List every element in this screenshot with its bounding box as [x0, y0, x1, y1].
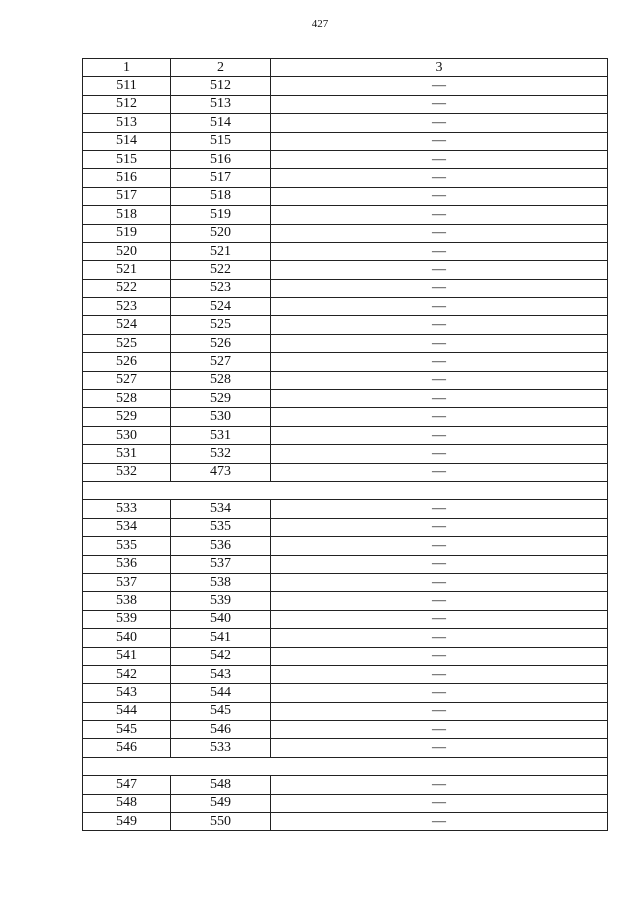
table-cell: —: [271, 739, 608, 757]
table-cell: 527: [171, 353, 271, 371]
table-cell: 534: [171, 500, 271, 518]
table-cell: 529: [83, 408, 171, 426]
table-cell: 512: [83, 95, 171, 113]
table-cell: 511: [83, 77, 171, 95]
table-row: [83, 776, 608, 794]
separator-cell: [83, 757, 608, 775]
table-row: [83, 813, 608, 831]
table-cell: —: [271, 298, 608, 316]
table-row: [83, 721, 608, 739]
table-row: [83, 573, 608, 591]
table-row: [83, 298, 608, 316]
table-row: [83, 169, 608, 187]
table-cell: 525: [83, 334, 171, 352]
table-cell: 513: [83, 114, 171, 132]
table-cell: —: [271, 537, 608, 555]
table-cell: 473: [171, 463, 271, 481]
table-cell: 534: [83, 518, 171, 536]
table-cell: —: [271, 776, 608, 794]
table-cell: —: [271, 426, 608, 444]
table-cell: —: [271, 684, 608, 702]
table-row: [83, 794, 608, 812]
separator-cell: [83, 481, 608, 499]
table-cell: 528: [83, 390, 171, 408]
table-cell: 542: [83, 665, 171, 683]
table-cell: 521: [83, 261, 171, 279]
table-cell: 533: [83, 500, 171, 518]
table-cell: —: [271, 555, 608, 573]
table-row: [83, 684, 608, 702]
table-cell: 540: [83, 629, 171, 647]
table-cell: 533: [171, 739, 271, 757]
table-cell: —: [271, 463, 608, 481]
table-cell: —: [271, 353, 608, 371]
table-cell: 523: [171, 279, 271, 297]
table-cell: —: [271, 573, 608, 591]
table-cell: —: [271, 665, 608, 683]
table-row: [83, 702, 608, 720]
table-cell: 518: [83, 206, 171, 224]
table-cell: 536: [171, 537, 271, 555]
page-number: 427: [311, 18, 329, 30]
table-cell: 538: [171, 573, 271, 591]
table-cell: 529: [171, 390, 271, 408]
table-row: [83, 353, 608, 371]
table-cell: 548: [171, 776, 271, 794]
table-cell: 515: [171, 132, 271, 150]
table-cell: —: [271, 150, 608, 168]
table-cell: 527: [83, 371, 171, 389]
table-cell: 520: [171, 224, 271, 242]
table-cell: —: [271, 261, 608, 279]
table-cell: 543: [83, 684, 171, 702]
table-cell: 539: [83, 610, 171, 628]
table-row: [83, 629, 608, 647]
table-row: [83, 132, 608, 150]
table-row: [83, 665, 608, 683]
table-row: [83, 279, 608, 297]
table-cell: 546: [171, 721, 271, 739]
table-row: [83, 500, 608, 518]
table-row: [83, 224, 608, 242]
table-cell: 523: [83, 298, 171, 316]
table-cell: 524: [83, 316, 171, 334]
table-cell: —: [271, 500, 608, 518]
table-cell: 516: [83, 169, 171, 187]
table-cell: 513: [171, 95, 271, 113]
table-cell: 544: [171, 684, 271, 702]
table-cell: 517: [171, 169, 271, 187]
table-row: [83, 426, 608, 444]
table-row: [83, 316, 608, 334]
table-row: [83, 463, 608, 481]
table-cell: —: [271, 702, 608, 720]
separator-row: [83, 481, 608, 499]
table-cell: 538: [83, 592, 171, 610]
column-header: 1: [83, 59, 171, 77]
table-row: [83, 739, 608, 757]
table-cell: 514: [83, 132, 171, 150]
table-row: [83, 647, 608, 665]
table-row: [83, 334, 608, 352]
table-cell: 531: [83, 445, 171, 463]
table-cell: 545: [171, 702, 271, 720]
table-cell: —: [271, 371, 608, 389]
table-cell: 518: [171, 187, 271, 205]
table-cell: 542: [171, 647, 271, 665]
table-cell: 517: [83, 187, 171, 205]
table-cell: 520: [83, 242, 171, 260]
table-cell: 526: [171, 334, 271, 352]
table-cell: 544: [83, 702, 171, 720]
table-cell: 530: [171, 408, 271, 426]
table-cell: —: [271, 206, 608, 224]
table-cell: 547: [83, 776, 171, 794]
separator-row: [83, 757, 608, 775]
table-row: [83, 77, 608, 95]
table-cell: 516: [171, 150, 271, 168]
table-cell: —: [271, 445, 608, 463]
table-cell: —: [271, 592, 608, 610]
table-cell: —: [271, 794, 608, 812]
table-cell: —: [271, 647, 608, 665]
table-cell: —: [271, 408, 608, 426]
table-row: [83, 187, 608, 205]
table-row: [83, 371, 608, 389]
table-cell: 548: [83, 794, 171, 812]
table-cell: 535: [171, 518, 271, 536]
table-cell: —: [271, 316, 608, 334]
table-row: [83, 95, 608, 113]
table-row: [83, 555, 608, 573]
table-cell: —: [271, 224, 608, 242]
data-table: [82, 58, 608, 831]
table-row: [83, 537, 608, 555]
table-cell: 528: [171, 371, 271, 389]
table-cell: —: [271, 813, 608, 831]
table-row: [83, 242, 608, 260]
column-header: 3: [271, 59, 608, 77]
table-cell: —: [271, 629, 608, 647]
table-cell: 515: [83, 150, 171, 168]
table-cell: 532: [83, 463, 171, 481]
table-cell: 532: [171, 445, 271, 463]
table-row: [83, 114, 608, 132]
table-cell: 543: [171, 665, 271, 683]
table-cell: —: [271, 187, 608, 205]
table-cell: 545: [83, 721, 171, 739]
table-row: [83, 408, 608, 426]
table-row: [83, 445, 608, 463]
table-cell: 521: [171, 242, 271, 260]
table-cell: 519: [83, 224, 171, 242]
table-cell: —: [271, 610, 608, 628]
table-cell: 536: [83, 555, 171, 573]
table-row: [83, 206, 608, 224]
table-cell: 522: [83, 279, 171, 297]
table-cell: 546: [83, 739, 171, 757]
table-header-row: [83, 59, 608, 77]
table-cell: —: [271, 518, 608, 536]
table-cell: 512: [171, 77, 271, 95]
table-row: [83, 150, 608, 168]
table-cell: 514: [171, 114, 271, 132]
table-cell: 530: [83, 426, 171, 444]
table-cell: 524: [171, 298, 271, 316]
table-row: [83, 518, 608, 536]
table-row: [83, 390, 608, 408]
table-row: [83, 610, 608, 628]
table-row: [83, 592, 608, 610]
table-body: [83, 77, 608, 831]
table-cell: —: [271, 334, 608, 352]
table-cell: 539: [171, 592, 271, 610]
table-cell: 535: [83, 537, 171, 555]
table-cell: —: [271, 279, 608, 297]
table-cell: —: [271, 390, 608, 408]
table-cell: 519: [171, 206, 271, 224]
table-cell: —: [271, 721, 608, 739]
table-cell: 526: [83, 353, 171, 371]
table-cell: 531: [171, 426, 271, 444]
table-cell: —: [271, 242, 608, 260]
table-cell: 549: [171, 794, 271, 812]
column-header: 2: [171, 59, 271, 77]
table-cell: 550: [171, 813, 271, 831]
table-cell: —: [271, 77, 608, 95]
table-row: [83, 261, 608, 279]
table-cell: 537: [83, 573, 171, 591]
table-cell: 541: [83, 647, 171, 665]
table-cell: 541: [171, 629, 271, 647]
table-cell: —: [271, 114, 608, 132]
table-cell: 549: [83, 813, 171, 831]
table-cell: 540: [171, 610, 271, 628]
scan-artifact: [70, 896, 72, 902]
table-cell: 525: [171, 316, 271, 334]
table-cell: —: [271, 169, 608, 187]
table-cell: —: [271, 95, 608, 113]
table-cell: 522: [171, 261, 271, 279]
table-cell: 537: [171, 555, 271, 573]
table-cell: —: [271, 132, 608, 150]
